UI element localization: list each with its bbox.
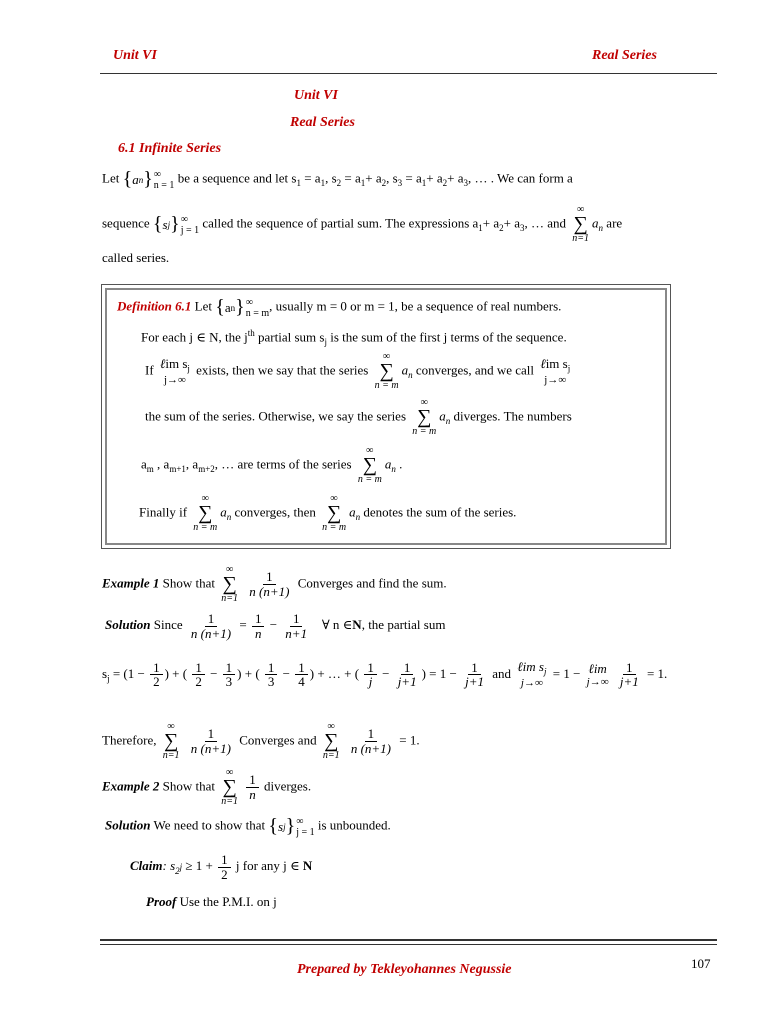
definition-line-5: $a_m$ , $a_{m+1}$, $a_{m+2}$, … are terms of the series ∞ ∑ n = m $a_n$ . — [141, 445, 403, 485]
intro-line-2: sequence { s j } ∞ j = 1 called the sequence of partial sum. The expressions $a_1+ a_2+ a_3$, … and ∞ ∑ n=1 $a_n$ are — [102, 204, 623, 244]
header-left: Unit VI — [113, 48, 157, 63]
definition-line-1: Definition 6.1 Let { a n } ∞ n = m , usually m = 0 or m = 1, be a sequence of real numbers. — [117, 296, 562, 319]
definition-line-2: For each j ∈ N, the $j^{th}$ partial sum $s_j$ is the sum of the first j terms of the sequence. — [141, 328, 567, 347]
example-1-partial-sum: $s_j = (1$ − $\frac{1}{2}$ ) + ( $\frac{1}{2}$ − $\frac{1}{3}$ ) + ( $\frac{1}{3}$ − $\frac{1}{4}$ ) + … + ( $\frac{1}{j}$ − $\frac{1}{j+1}$ ) = 1 − $\frac{1}{j+1}$ and ℓim $s_j$ j→∞ = 1 − ℓim j→∞ $\frac{1}{j+1}$ = 1. — [102, 659, 668, 690]
page-number: 107 — [691, 956, 711, 971]
footer-rule-bottom — [100, 944, 717, 945]
header-right: Real Series — [592, 48, 657, 63]
example-2-claim: Claim: $s_{2^j} \ge 1$ + $\frac{1}{2}$ j for any j ∈ N — [130, 852, 313, 882]
definition-line-3: If ℓim $s_j$ j→∞ exists, then we say that the series ∞ ∑ n = m $a_n$ converges, and we call ℓim $s_j$ j→∞ — [145, 351, 571, 391]
example-1-statement: Example 1 Show that ∞ ∑ n=1 $\frac{1}{n (n+1)}$ Converges and find the sum. — [102, 564, 447, 604]
title-unit: Unit VI — [294, 88, 338, 103]
definition-line-6: Finally if ∞ ∑ n = m $a_n$ converges, then ∞ ∑ n = m $a_n$ denotes the sum of the series. — [139, 493, 517, 533]
section-heading: 6.1 Infinite Series — [118, 141, 222, 156]
header-rule — [100, 73, 717, 74]
example-2-statement: Example 2 Show that ∞ ∑ n=1 $\frac{1}{n}$ diverges. — [102, 767, 312, 807]
definition-line-4: the sum of the series. Otherwise, we say the series ∞ ∑ n = m $a_n$ diverges. The numbers — [145, 397, 572, 437]
footer-author: Prepared by Tekleyohannes Negussie — [297, 962, 512, 977]
intro-line-1: Let { a n } ∞ n = 1 be a sequence and let $s_1 = a_1$, $s_2 = a_1+ a_2$, $s_3 = a_1+ a_2+ a_3$, … . We can form a — [102, 168, 573, 191]
title-name: Real Series — [290, 115, 355, 130]
example-1-solution-line: Solution Since $\frac{1}{n (n+1)}$ = $\frac{1}{n}$ − $\frac{1}{n+1}$ ∀ n ∈N, the partial sum — [105, 611, 446, 641]
example-1-conclusion: Therefore, ∞ ∑ n=1 $\frac{1}{n (n+1)}$ Converges and ∞ ∑ n=1 $\frac{1}{n (n+1)}$ = 1. — [102, 721, 420, 761]
intro-line-3: called series. — [102, 250, 170, 265]
example-2-proof: Proof Use the P.M.I. on j — [146, 894, 277, 909]
footer-rule-top — [100, 939, 717, 941]
example-2-solution: Solution We need to show that { s j } ∞ j = 1 is unbounded. — [105, 815, 391, 838]
